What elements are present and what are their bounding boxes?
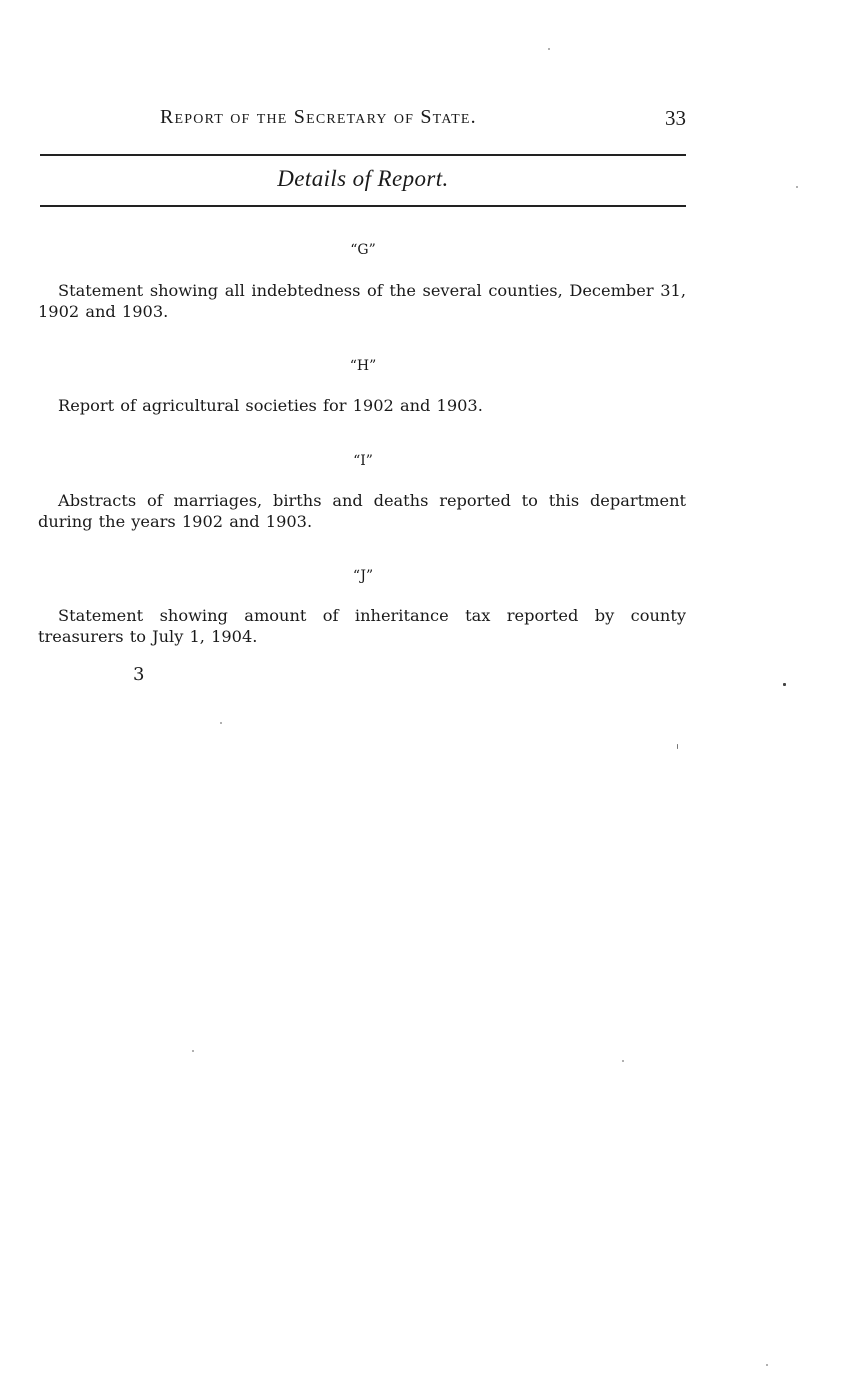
scan-speck bbox=[766, 1364, 768, 1366]
scan-speck bbox=[677, 744, 678, 749]
top-rule bbox=[40, 154, 686, 156]
entry-text-g: Statement showing all indebtedness of the several counties, December 31, 1902 and 1903. bbox=[38, 281, 686, 321]
scan-speck bbox=[220, 722, 222, 724]
scan-speck bbox=[192, 1050, 194, 1052]
entry-text-h: Report of agricultural societies for 1902 and 1903. bbox=[58, 396, 483, 415]
section-heading: Details of Report. bbox=[277, 166, 449, 191]
entry-text-i: Abstracts of marriages, births and deaths reported to this department during the years 1902 and 1903. bbox=[38, 491, 686, 531]
scan-speck bbox=[783, 683, 786, 686]
scan-speck bbox=[796, 186, 798, 188]
entry-text-j: Statement showing amount of inheritance tax reported by county treasurers to July 1, 1904. bbox=[38, 606, 686, 646]
entry-letter-g: “G” bbox=[350, 242, 376, 258]
running-title: Report of the Secretary of State. bbox=[160, 106, 477, 128]
entry-letter-h: “H” bbox=[349, 358, 377, 374]
scan-speck bbox=[622, 1060, 624, 1062]
bottom-rule bbox=[40, 205, 686, 207]
signature-mark: 3 bbox=[133, 664, 145, 685]
page-number: 33 bbox=[665, 106, 686, 130]
scan-speck bbox=[548, 48, 550, 50]
running-head bbox=[0, 106, 844, 132]
entry-letter-j: “J” bbox=[352, 568, 374, 584]
entry-letter-i: “I” bbox=[353, 453, 373, 469]
